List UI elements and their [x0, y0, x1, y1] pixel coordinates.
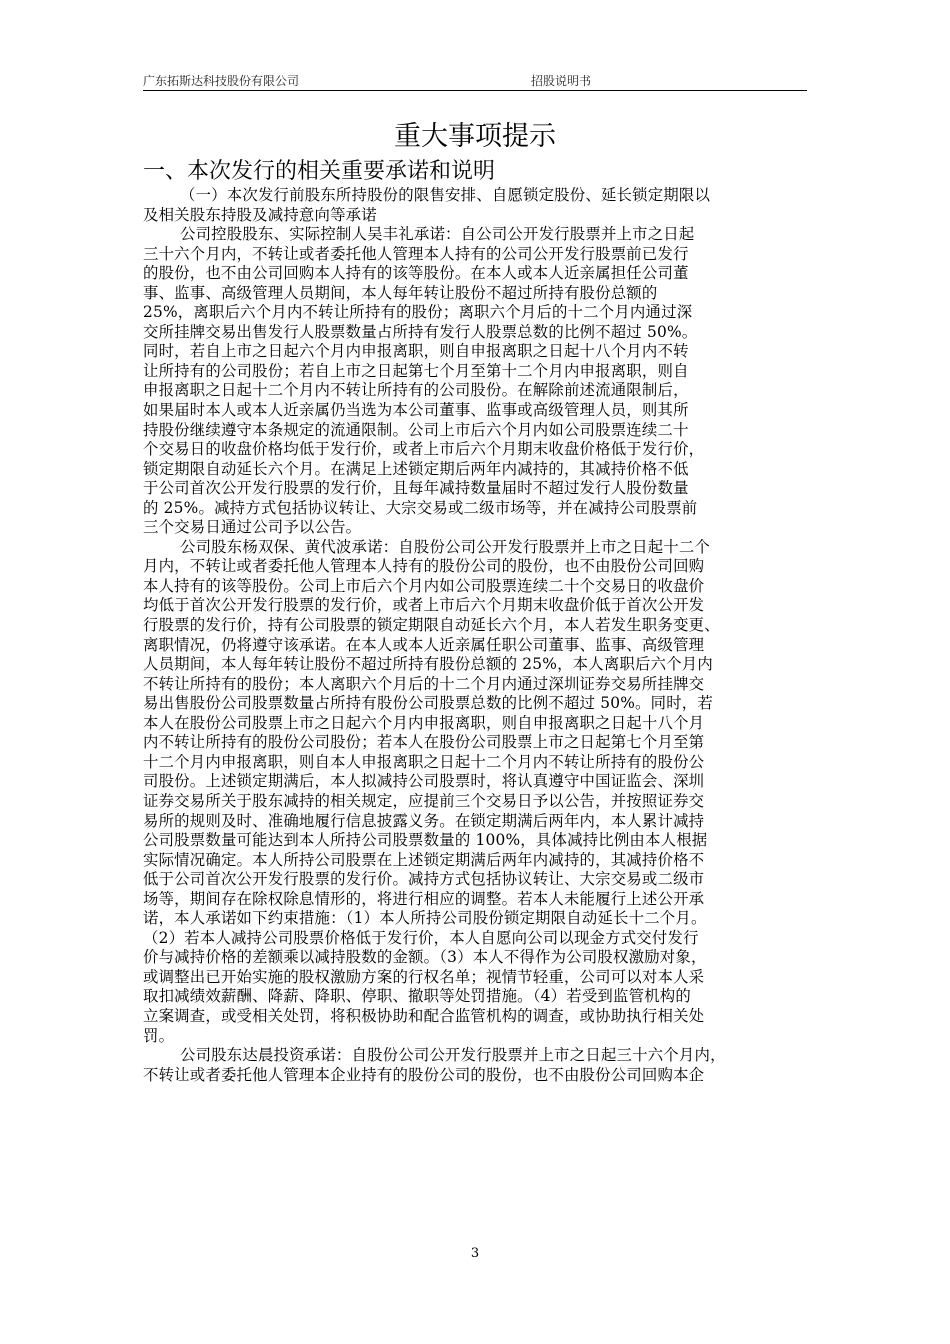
- document-body: [143, 186, 823, 1085]
- page-header: [143, 70, 807, 91]
- text-line: 的股份，也不由公司回购本人持有的该等股份。在本人或本人近亲属担任公司董: [143, 264, 689, 283]
- text-line: 三个交易日通过公司予以公告。: [143, 518, 362, 537]
- text-line: 行股票的发行价，持有公司股票的锁定期限自动延长六个月，本人若发生职务变更、: [143, 616, 720, 635]
- text-line: 立案调查，或受相关处罚，将积极协助和配合监管机构的调查，或协助执行相关处: [143, 1006, 705, 1025]
- text-line: 本人持有的该等股份。公司上市后六个月内如公司股票连续二十个交易日的收盘价: [143, 576, 705, 595]
- text-line: 诺，本人承诺如下约束措施：（1）本人所持公司股份锁定期限自动延长十二个月。: [143, 909, 707, 928]
- text-line: 内不转让所持有的股份公司股份；若本人在股份公司股票上市之日起第七个月至第: [143, 733, 705, 752]
- header-company-name: 广东拓斯达科技股份有限公司: [143, 74, 300, 88]
- section-heading: 一、本次发行的相关重要承诺和说明: [143, 159, 496, 184]
- text-line: （一）本次发行前股东所持股份的限售安排、自愿锁定股份、延长锁定期限以: [180, 186, 711, 204]
- text-line: 申报离职之日起十二个月内不转让所持有的公司股份。在解除前述流通限制后，: [143, 381, 689, 400]
- text-line: 公司股票数量可能达到本人所持公司股票数量的 100%，具体减持比例由本人根据: [143, 831, 708, 850]
- text-line: 离职情况，仍将遵守该承诺。在本人或本人近亲属任职公司董事、监事、高级管理: [143, 635, 705, 654]
- text-line: 月内，不转让或者委托他人管理本人持有的股份公司的股份，也不由股份公司回购: [143, 557, 705, 576]
- text-line: 或调整出已开始实施的股权激励方案的行权名单；视情节轻重，公司可以对本人采: [143, 967, 705, 986]
- text-line: 不转让所持有的股份；本人离职六个月后的十二个月内通过深圳证券交易所挂牌交: [143, 674, 705, 693]
- text-line: 本人在股份公司股票上市之日起六个月内申报离职，则自申报离职之日起十八个月: [143, 713, 705, 732]
- text-line: 场等，期间存在除权除息情形的，将进行相应的调整。若本人未能履行上述公开承: [143, 889, 705, 908]
- text-line: 人员期间，本人每年转让股份不超过所持有股份总额的 25%，本人离职后六个月内: [143, 655, 713, 674]
- text-line: 三十六个月内，不转让或者委托他人管理本人持有的公司公开发行股票前已发行: [143, 244, 689, 263]
- text-line: 证券交易所关于股东减持的相关规定，应提前三个交易日予以公告，并按照证券交: [143, 791, 705, 810]
- text-line: 公司控股股东、实际控制人吴丰礼承诺：自公司公开发行股票并上市之日起: [180, 225, 695, 244]
- text-line: 交所挂牌交易出售发行人股票数量占所持有发行人股票总数的比例不超过 50%。: [143, 322, 698, 341]
- text-line: 罚。: [143, 1026, 175, 1045]
- text-line: 易所的规则及时、准确地履行信息披露义务。在锁定期满后两年内，本人累计减持: [143, 811, 705, 830]
- text-line: 公司股东达晨投资承诺：自股份公司公开发行股票并上市之日起三十六个月内，: [180, 1046, 726, 1065]
- text-line: 同时，若自上市之日起六个月内申报离职，则自申报离职之日起十八个月内不转: [143, 342, 689, 361]
- text-line: 司股份。上述锁定期满后，本人拟减持公司股票时，将认真遵守中国证监会、深圳: [143, 772, 705, 791]
- text-line: 持股份继续遵守本条规定的流通限制。公司上市后六个月内如公司股票连续二十: [143, 420, 689, 439]
- header-document-type: 招股说明书: [531, 74, 592, 88]
- text-line: 低于公司首次公开发行股票的发行价。减持方式包括协议转让、大宗交易或二级市: [143, 870, 705, 889]
- text-line: 事、监事、高级管理人员期间，本人每年转让股份不超过所持有股份总额的: [143, 283, 658, 302]
- text-line: 均低于首次公开发行股票的发行价，或者上市后六个月期末收盘价低于首次公开发: [143, 596, 705, 615]
- page-title: 重大事项提示: [394, 121, 556, 152]
- text-line: 25%，离职后六个月内不转让所持有的股份；离职六个月后的十二个月内通过深: [143, 303, 693, 322]
- text-line: 易出售股份公司股票数量占所持有股份公司股票总数的比例不超过 50%。同时，若: [143, 694, 713, 713]
- text-line: 及相关股东持股及减持意向等承诺: [143, 205, 377, 224]
- text-line: 于公司首次公开发行股票的发行价，且每年减持数量届时不超过发行人股份数量: [143, 479, 689, 498]
- text-line: 取扣减绩效薪酬、降薪、降职、停职、撤职等处罚措施。（4）若受到监管机构的: [143, 987, 691, 1006]
- text-line: 如果届时本人或本人近亲属仍当选为本公司董事、监事或高级管理人员，则其所: [143, 401, 689, 420]
- text-line: 的 25%。减持方式包括协议转让、大宗交易或二级市场等，并在减持公司股票前: [143, 498, 698, 517]
- page-number: 3: [470, 1246, 480, 1261]
- text-line: 个交易日的收盘价格均低于发行价，或者上市后六个月期末收盘价格低于发行价，: [143, 440, 705, 459]
- text-line: 价与减持价格的差额乘以减持股数的金额。（3）本人不得作为公司股权激励对象，: [143, 948, 707, 967]
- text-line: 公司股东杨双保、黄代波承诺：自股份公司公开发行股票并上市之日起十二个: [180, 537, 711, 556]
- text-line: 十二个月内申报离职，则自本人申报离职之日起十二个月内不转让所持有的股份公: [143, 752, 705, 771]
- text-line: 锁定期限自动延长六个月。在满足上述锁定期后两年内减持的，其减持价格不低: [143, 459, 689, 478]
- text-line: 实际情况确定。本人所持公司股票在上述锁定期满后两年内减持的，其减持价格不: [143, 850, 705, 869]
- text-line: 不转让或者委托他人管理本企业持有的股份公司的股份，也不由股份公司回购本企: [143, 1065, 705, 1084]
- text-line: 让所持有的公司股份；若自上市之日起第七个月至第十二个月内申报离职，则自: [143, 361, 689, 380]
- text-line: （2）若本人减持公司股票价格低于发行价，本人自愿向公司以现金方式交付发行: [143, 928, 699, 947]
